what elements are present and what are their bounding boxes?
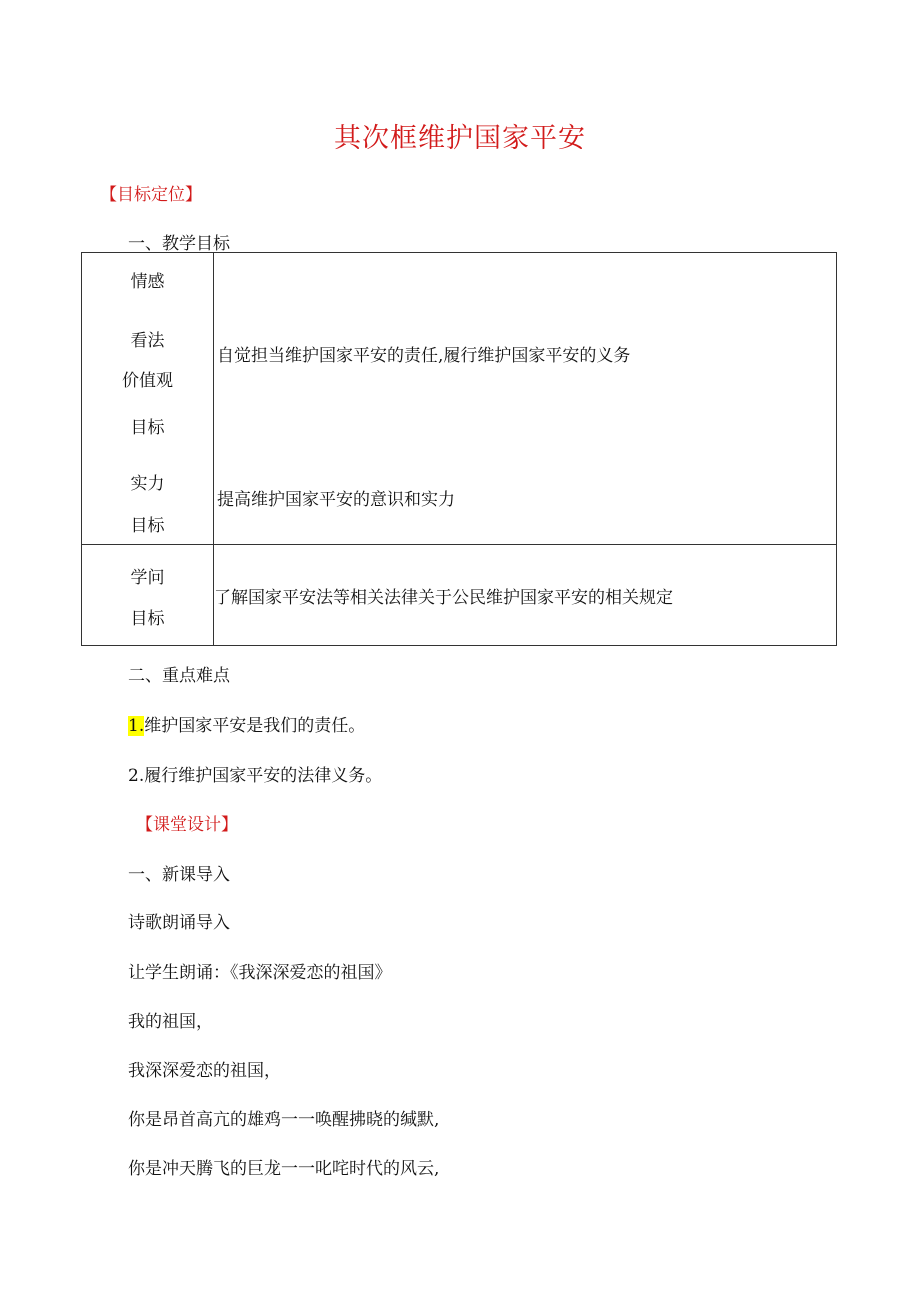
subheading-intro: 一、新课导入: [128, 865, 230, 885]
table-row: [82, 253, 837, 545]
subheading-teaching-goals: 一、教学目标: [128, 234, 230, 254]
highlighted-number: 1.: [128, 716, 145, 736]
label-line: 实力: [130, 474, 165, 494]
poem-line: 你是冲天腾飞的巨龙一一叱咤时代的风云,: [128, 1159, 440, 1179]
subheading-key-points: 二、重点难点: [128, 666, 230, 686]
key-point-2: 2.履行维护国家平安的法律义务。: [128, 766, 383, 786]
table-row: [82, 545, 837, 646]
poem-line: 我的祖国，: [128, 1012, 213, 1032]
attitude-goal-text: 自觉担当维护国家平安的责任,履行维护国家平安的义务: [217, 346, 631, 366]
label-cell-attitude-ability: [82, 253, 214, 545]
key-point-1: [128, 711, 365, 736]
knowledge-goal-text: 了解国家平安法等相关法律关于公民维护国家平安的相关规定: [214, 587, 673, 608]
label-line: 学问: [130, 568, 165, 588]
label-line: 目标: [130, 516, 165, 536]
value-cell-knowledge: [214, 545, 837, 646]
label-line: 情感: [130, 272, 165, 292]
section-heading-goals: 【目标定位】: [100, 185, 202, 205]
ability-goal-text: 提高维护国家平安的意识和实力: [217, 490, 455, 510]
label-cell-knowledge: [82, 545, 214, 646]
page-title: 其次框维护国家平安: [334, 123, 586, 154]
label-line: 目标: [130, 609, 165, 629]
key-point-1-text: 维护国家平安是我们的责任。: [144, 716, 366, 736]
label-line: 价值观: [122, 371, 173, 391]
label-line: 目标: [130, 418, 165, 438]
label-line: 看法: [130, 331, 165, 351]
instruction-text: 让学生朗诵：《我深深爱恋的祖国》: [128, 963, 392, 983]
goals-table: [81, 252, 837, 646]
section-heading-design: 【课堂设计】: [136, 815, 238, 835]
value-cell-attitude-ability: [214, 253, 837, 545]
poem-line: 我深深爱恋的祖国，: [128, 1061, 281, 1081]
poem-line: 你是昂首高亢的雄鸡一一唤醒拂晓的缄默,: [128, 1110, 440, 1130]
intro-method: 诗歌朗诵导入: [128, 913, 230, 933]
